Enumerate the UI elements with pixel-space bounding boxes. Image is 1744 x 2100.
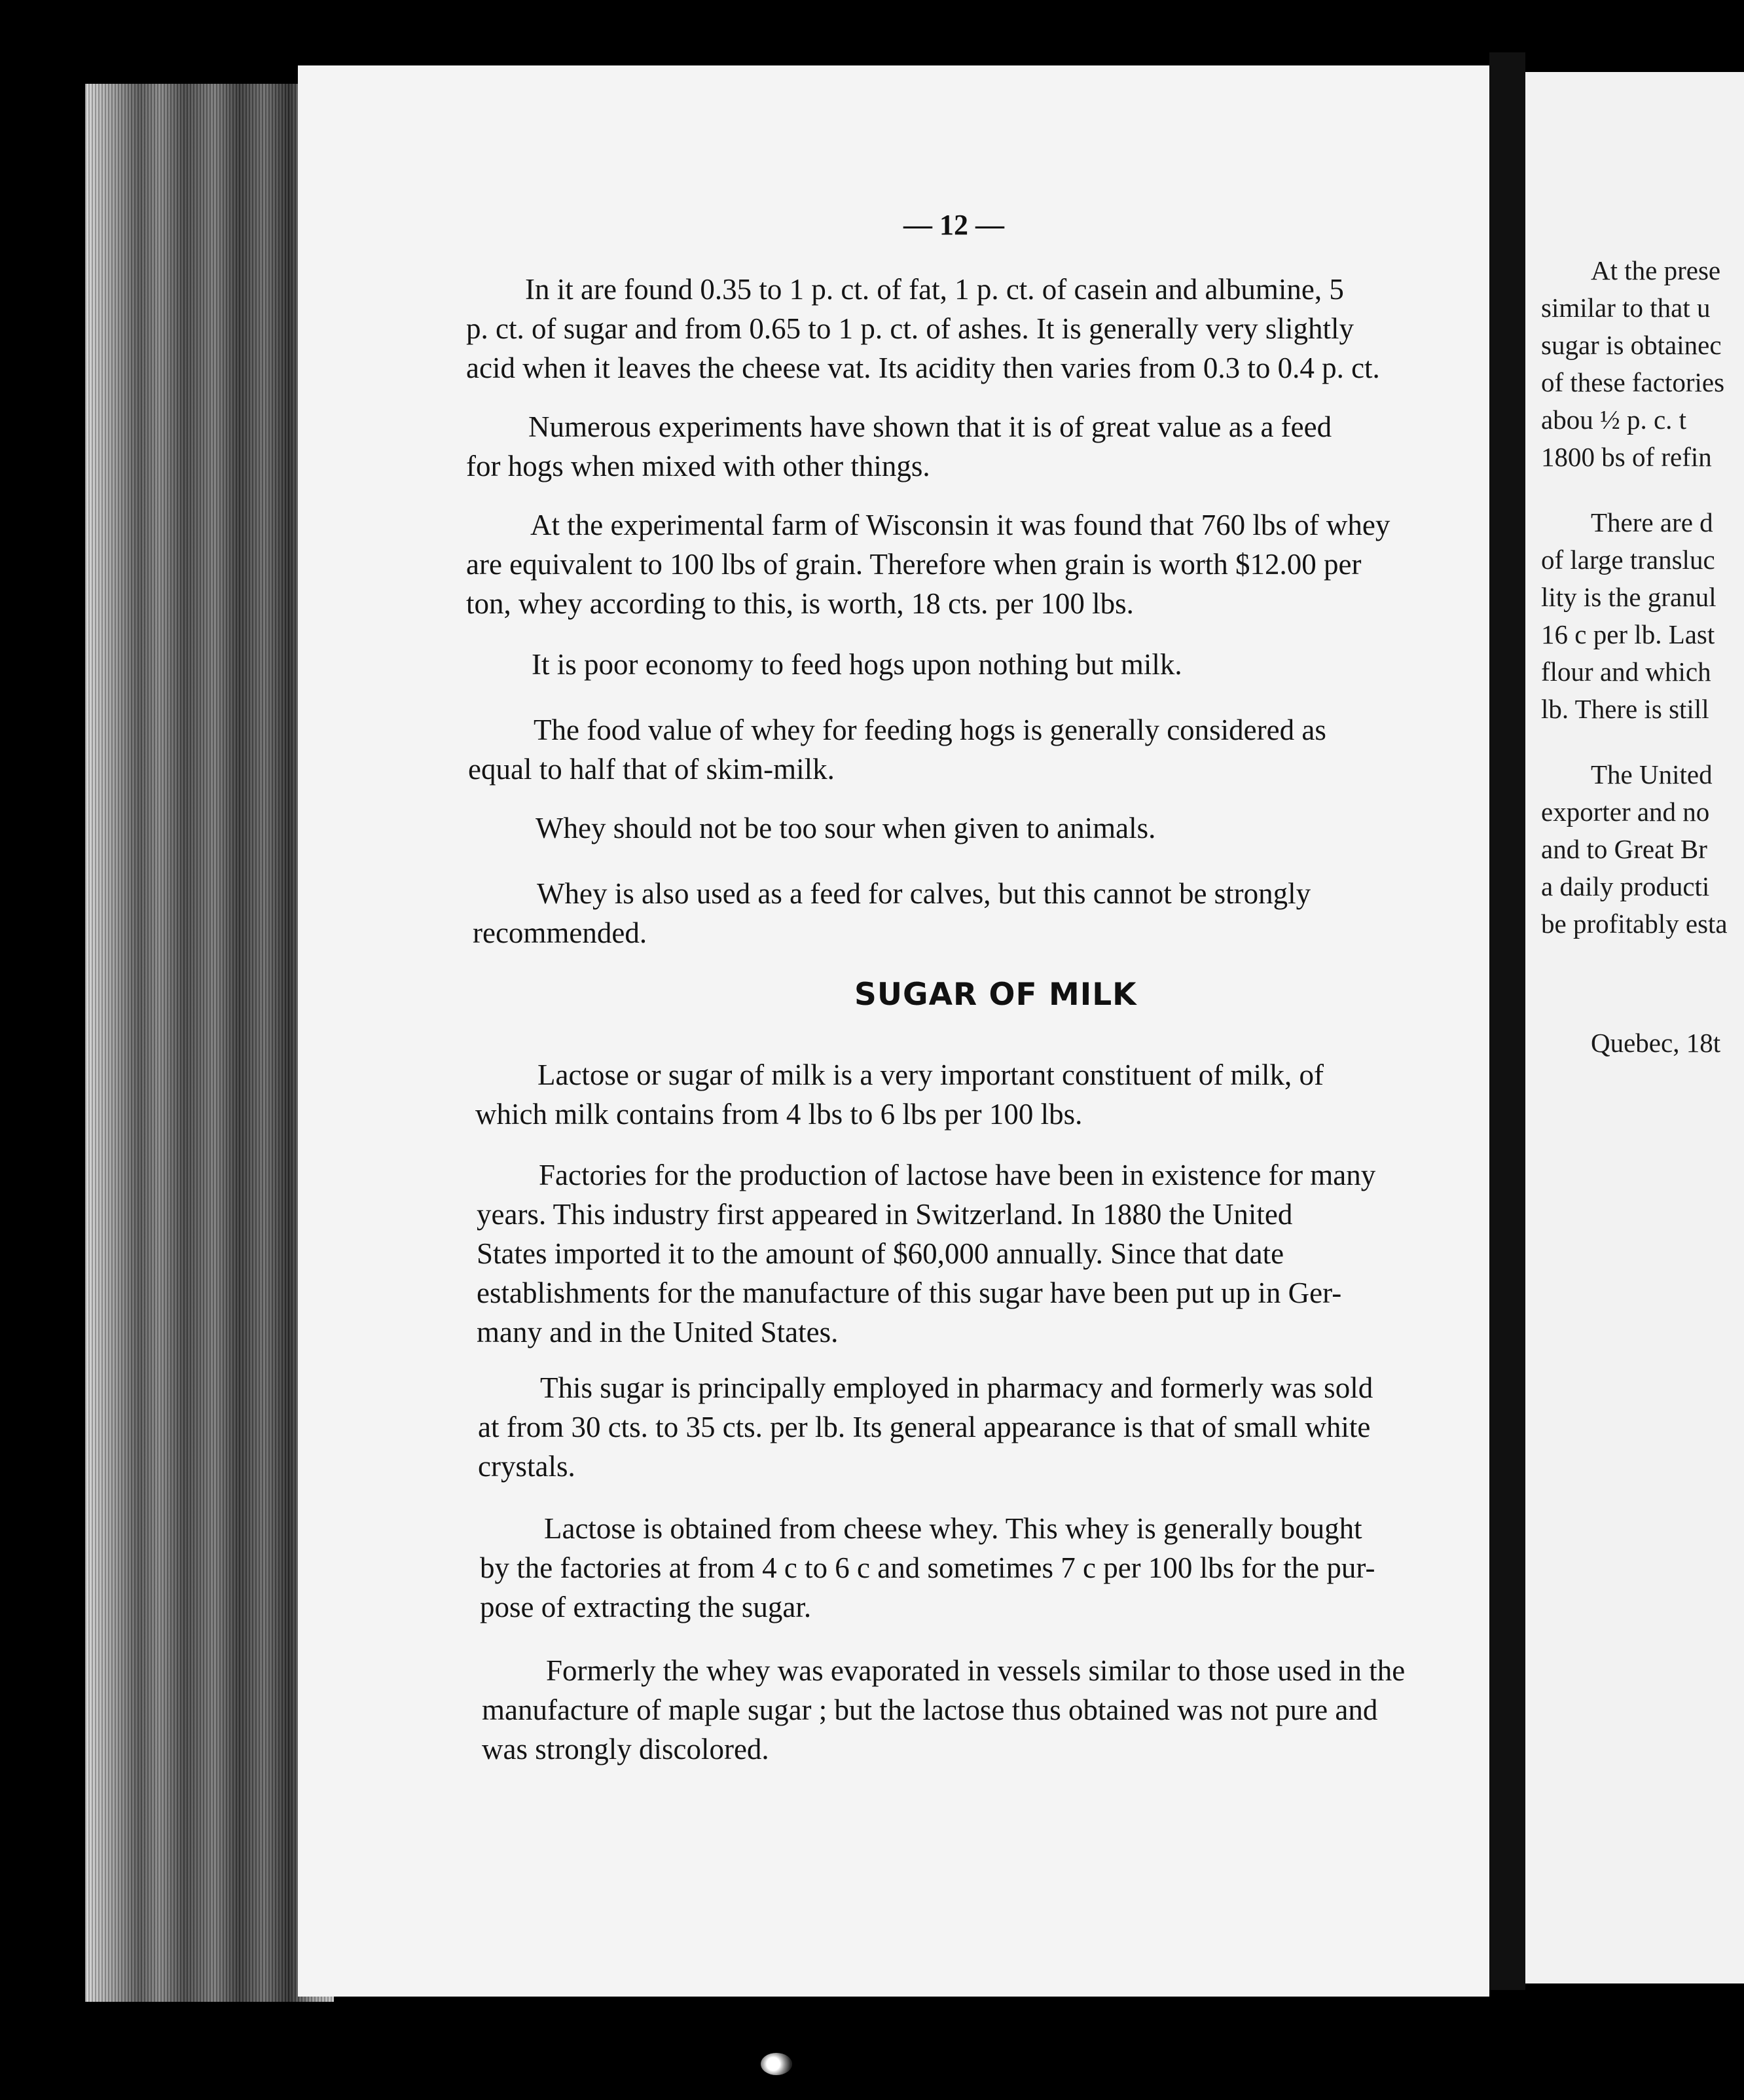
- text-line: pose of extracting the sugar.: [480, 1591, 812, 1623]
- text-line: equal to half that of skim-milk.: [468, 753, 835, 786]
- text-line: 1800 bs of refin: [1541, 442, 1712, 472]
- page-number: — 12 —: [903, 209, 1004, 241]
- text-line: lb. There is still: [1541, 694, 1709, 724]
- right-page-text-block: [1525, 252, 1724, 476]
- paragraph: [477, 1155, 1491, 1352]
- text-line: Quebec, 18t: [1591, 1028, 1721, 1058]
- paragraph: [468, 710, 1483, 789]
- text-line: States imported it to the amount of $60,000 annually. Since that date: [477, 1237, 1284, 1270]
- text-line: 16 c per lb. Last: [1541, 619, 1715, 649]
- text-line: p. ct. of sugar and from 0.65 to 1 p. ct. of ashes. It is generally very slightly: [466, 312, 1354, 345]
- text-line: of large transluc: [1541, 545, 1715, 575]
- scan-artifact: [761, 2053, 792, 2075]
- text-line: manufacture of maple sugar ; but the lactose thus obtained was not pure and: [482, 1693, 1378, 1726]
- right-page-text-block: [1525, 756, 1728, 943]
- text-line: Lactose or sugar of milk is a very important constituent of milk, of: [537, 1059, 1324, 1091]
- paragraph: [478, 1368, 1493, 1486]
- text-line: There are d: [1591, 507, 1713, 537]
- paragraph: [473, 874, 1487, 952]
- text-line: by the factories at from 4 c to 6 c and sometimes 7 c per 100 lbs for the pur-: [480, 1551, 1375, 1584]
- text-line: a daily producti: [1541, 871, 1710, 901]
- text-line: In it are found 0.35 to 1 p. ct. of fat, 1 p. ct. of casein and albumine, 5: [525, 273, 1344, 306]
- text-line: crystals.: [478, 1450, 575, 1483]
- text-line: Numerous experiments have shown that it is of great value as a feed: [528, 410, 1332, 443]
- text-line: Whey is also used as a feed for calves, but this cannot be strongly: [537, 877, 1311, 910]
- text-line: establishments for the manufacture of this sugar have been put up in Ger-: [477, 1276, 1342, 1309]
- text-line: Factories for the production of lactose have been in existence for many: [539, 1159, 1376, 1191]
- text-line: exporter and no: [1541, 797, 1710, 827]
- text-line: years. This industry first appeared in Switzerland. In 1880 the United: [477, 1198, 1293, 1231]
- text-line: It is poor economy to feed hogs upon nothing but milk.: [532, 648, 1182, 681]
- text-line: many and in the United States.: [477, 1316, 839, 1349]
- right-page: [1525, 72, 1744, 1983]
- text-line: Whey should not be too sour when given to animals.: [536, 812, 1156, 844]
- text-line: sugar is obtainec: [1541, 330, 1722, 360]
- text-line: The United: [1591, 759, 1713, 789]
- text-line: Lactose is obtained from cheese whey. This whey is generally bought: [544, 1512, 1362, 1545]
- text-line: flour and which: [1541, 657, 1711, 687]
- text-line: which milk contains from 4 lbs to 6 lbs per 100 lbs.: [475, 1098, 1083, 1131]
- paragraph: [466, 505, 1481, 623]
- paragraph: [482, 1651, 1497, 1769]
- text-line: at from 30 cts. to 35 cts. per lb. Its general appearance is that of small white: [478, 1411, 1371, 1443]
- text-line: of these factories: [1541, 367, 1725, 397]
- text-line: and to Great Br: [1541, 834, 1707, 864]
- page-stack-edge: [85, 84, 334, 2002]
- text-line: The food value of whey for feeding hogs is generally considered as: [534, 714, 1326, 746]
- text-line: Formerly the whey was evaporated in vessels similar to those used in the: [546, 1654, 1406, 1687]
- paragraph: [466, 645, 1481, 684]
- text-line: This sugar is principally employed in pharmacy and formerly was sold: [540, 1371, 1373, 1404]
- text-line: At the prese: [1591, 255, 1721, 285]
- text-line: are equivalent to 100 lbs of grain. Therefore when grain is worth $12.00 per: [466, 548, 1362, 581]
- paragraph: [470, 808, 1485, 848]
- section-heading: SUGAR OF MILK: [854, 977, 1137, 1013]
- text-line: be profitably esta: [1541, 909, 1728, 939]
- text-line: At the experimental farm of Wisconsin it was found that 760 lbs of whey: [530, 509, 1390, 541]
- text-line: lity is the granul: [1541, 582, 1717, 612]
- text-line: similar to that u: [1541, 293, 1711, 323]
- paragraph: [466, 407, 1481, 486]
- text-line: for hogs when mixed with other things.: [466, 450, 930, 482]
- text-line: was strongly discolored.: [482, 1733, 769, 1765]
- text-line: recommended.: [473, 916, 647, 949]
- right-page-text-block: [1525, 1024, 1720, 1062]
- paragraph: [480, 1509, 1495, 1627]
- right-page-text-block: [1525, 504, 1717, 728]
- text-line: acid when it leaves the cheese vat. Its acidity then varies from 0.3 to 0.4 p. ct.: [466, 352, 1380, 384]
- paragraph: [466, 270, 1481, 388]
- text-line: ton, whey according to this, is worth, 18 cts. per 100 lbs.: [466, 587, 1134, 620]
- text-line: abou ½ p. c. t: [1541, 405, 1687, 435]
- paragraph: [475, 1055, 1490, 1134]
